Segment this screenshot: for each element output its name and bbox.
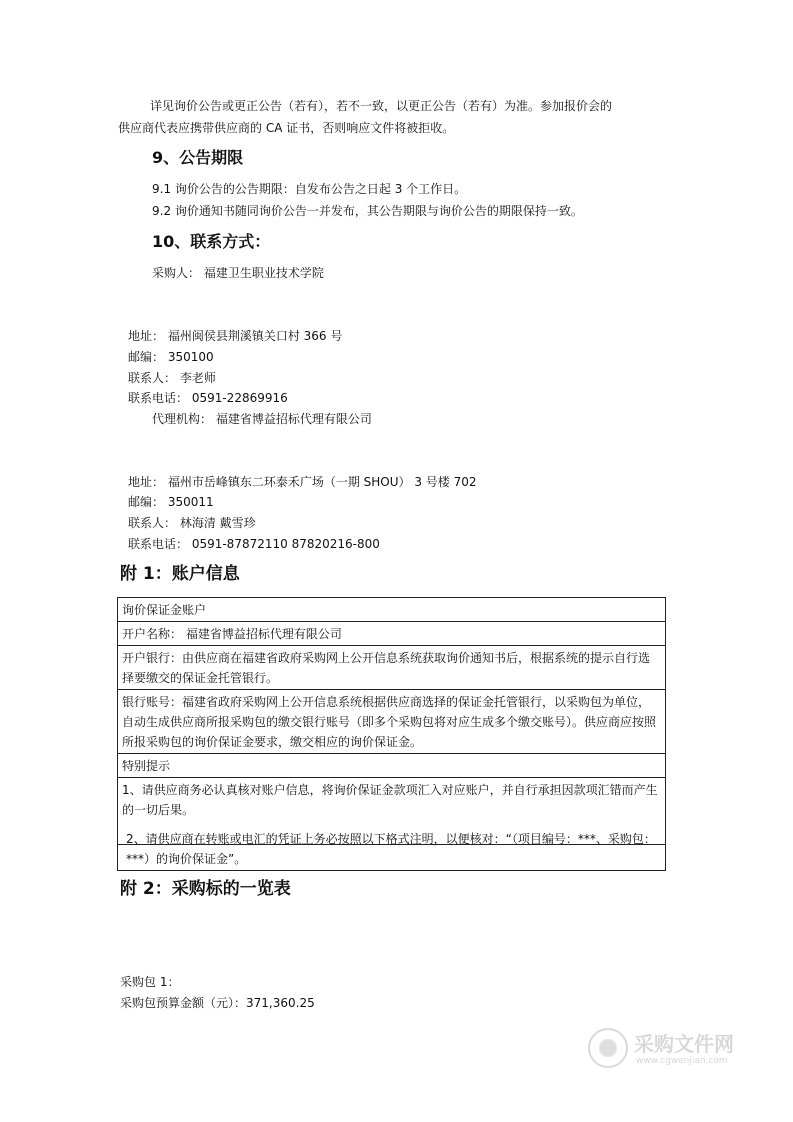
account-row-title: 询价保证金账户: [118, 598, 665, 622]
section-9-heading: 9、公告期限: [152, 148, 244, 167]
watermark-url: www.cgwenjian.com: [636, 1056, 728, 1066]
account-row-notice-2: 2、请供应商在转账或电汇的凭证上务必按照以下格式注明，以便核对：“（项目编号：***、采购包：***）的询价保证金”。: [126, 832, 656, 866]
account-row-notice-1: 1、请供应商务必认真核对账户信息，将询价保证金款项汇入对应账户，并自行承担因款项汇错而产生的一切后果。: [118, 778, 665, 845]
account-row-number: 银行账号：福建省政府采购网上公开信息系统根据供应商选择的保证金托管银行，以采购包为单位，自动生成供应商所报采购包的缴交银行账号（即多个采购包将对应生成多个缴交账号）。供应商应按照所报采购包的询价保证金要求，缴交相应的询价保证金。: [118, 690, 665, 754]
agency-phone: 联系电话： 0591-87872110 87820216-800: [128, 537, 380, 551]
purchaser-phone: 联系电话： 0591-22869916: [128, 391, 288, 405]
appendix-1-heading: 附 1：账户信息: [120, 564, 240, 584]
appendix-2-heading: 附 2：采购标的一览表: [120, 879, 291, 899]
section-10-heading: 10、联系方式：: [152, 232, 271, 251]
agency-address: 地址： 福州市岳峰镇东二环泰禾广场（一期 SHOU） 3 号楼 702: [128, 475, 477, 489]
account-row-notice-title: 特别提示: [118, 754, 665, 778]
site-watermark: [588, 1026, 748, 1074]
purchaser-address: 地址： 福州闽侯县荆溪镇关口村 366 号: [128, 329, 343, 343]
package-budget: 采购包预算金额（元）：371,360.25: [120, 996, 315, 1010]
package-label: 采购包 1：: [120, 975, 180, 989]
watermark-title: 采购文件网: [634, 1032, 734, 1056]
purchaser-postcode: 邮编： 350100: [128, 350, 214, 364]
agency-contact: 联系人： 林海清 戴雪珍: [128, 516, 256, 530]
purchaser-name: 采购人： 福建卫生职业技术学院: [152, 266, 324, 280]
agency-name: 代理机构： 福建省博益招标代理有限公司: [152, 412, 372, 426]
intro-line-2: 供应商代表应携带供应商的 CA 证书，否则响应文件将被拒收。: [118, 121, 455, 135]
account-row-name: 开户名称： 福建省博益招标代理有限公司: [118, 622, 665, 646]
watermark-logo-icon: [588, 1028, 628, 1068]
account-info-table: [117, 597, 666, 871]
agency-postcode: 邮编： 350011: [128, 495, 214, 509]
account-row-bank: 开户银行：由供应商在福建省政府采购网上公开信息系统获取询价通知书后，根据系统的提示自行选择要缴交的保证金托管银行。: [118, 646, 665, 690]
section-9-item-2: 9.2 询价通知书随同询价公告一并发布，其公告期限与询价公告的期限保持一致。: [152, 204, 583, 218]
section-9-item-1: 9.1 询价公告的公告期限：自发布公告之日起 3 个工作日。: [152, 182, 467, 196]
intro-line-1: 详见询价公告或更正公告（若有），若不一致，以更正公告（若有）为准。参加报价会的: [150, 99, 613, 113]
purchaser-contact: 联系人： 李老师: [128, 371, 216, 385]
